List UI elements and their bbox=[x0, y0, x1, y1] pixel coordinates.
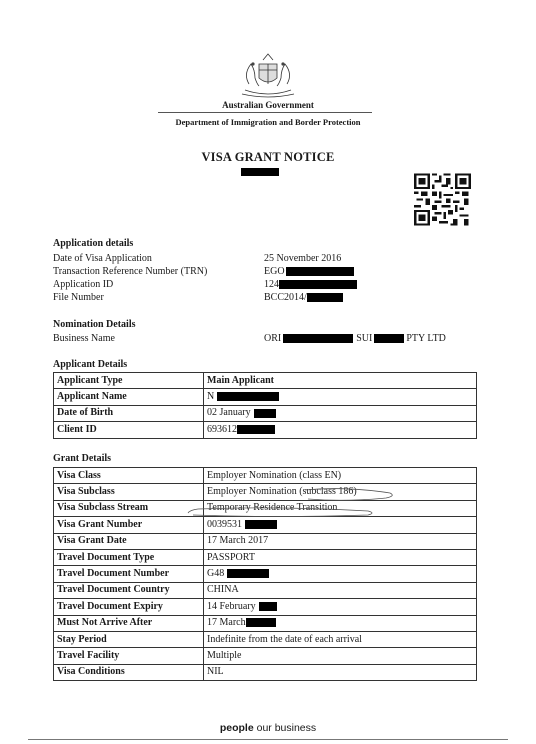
business-name-part2: SUI bbox=[356, 333, 373, 344]
redaction-bar bbox=[286, 267, 354, 276]
footer-divider bbox=[28, 739, 508, 740]
trn-value: EGO bbox=[264, 266, 285, 277]
business-name-part1: ORI bbox=[264, 333, 282, 344]
file-number-label: File Number bbox=[53, 292, 104, 303]
table-row bbox=[54, 405, 477, 421]
stay-period-value: Indefinite from the date of each arrival bbox=[204, 631, 477, 647]
redaction-bar bbox=[237, 425, 275, 434]
travel-document-country-value: CHINA bbox=[204, 582, 477, 598]
visa-grant-number-value: 0039531 bbox=[207, 518, 242, 530]
application-details bbox=[53, 252, 473, 306]
department-name: Department of Immigration and Border Protection bbox=[175, 117, 361, 127]
travel-document-country-label: Travel Document Country bbox=[54, 582, 204, 598]
table-row bbox=[54, 615, 477, 631]
nomination-details bbox=[53, 332, 473, 346]
file-number-value: BCC2014/ bbox=[264, 292, 307, 303]
date-of-birth-value: 02 January bbox=[207, 407, 251, 419]
table-row bbox=[54, 549, 477, 565]
travel-document-expiry-label: Travel Document Expiry bbox=[54, 599, 204, 615]
redaction-bar bbox=[307, 293, 343, 302]
table-row bbox=[54, 389, 477, 405]
application-id-label: Application ID bbox=[53, 279, 114, 290]
travel-document-expiry-value: 14 February bbox=[207, 600, 256, 612]
footer-slogan-rest: our business bbox=[256, 722, 317, 734]
redaction-bar bbox=[374, 334, 404, 343]
travel-document-number-value: G48 bbox=[207, 568, 225, 580]
nomination-details-heading: Nomination Details bbox=[53, 319, 136, 330]
travel-document-number-label: Travel Document Number bbox=[54, 566, 204, 582]
must-not-arrive-after-label: Must Not Arrive After bbox=[54, 615, 204, 631]
stay-period-label: Stay Period bbox=[54, 631, 204, 647]
table-row bbox=[54, 599, 477, 615]
visa-class-label: Visa Class bbox=[54, 468, 204, 484]
pen-marks bbox=[180, 484, 400, 524]
table-row bbox=[54, 631, 477, 647]
coat-of-arms-icon bbox=[237, 50, 299, 98]
applicant-details-heading: Applicant Details bbox=[53, 359, 128, 370]
table-row bbox=[54, 648, 477, 664]
table-row bbox=[54, 533, 477, 549]
visa-conditions-label: Visa Conditions bbox=[54, 664, 204, 680]
client-id-label: Client ID bbox=[54, 422, 204, 438]
footer-slogan-bold: people bbox=[219, 722, 254, 734]
applicant-name-label: Applicant Name bbox=[54, 389, 204, 405]
application-details-heading: Application details bbox=[53, 238, 134, 249]
redaction-bar bbox=[283, 334, 353, 343]
table-row bbox=[54, 566, 477, 582]
visa-subclass-value: Employer Nomination (subclass 186) bbox=[204, 484, 477, 500]
travel-facility-value: Multiple bbox=[204, 648, 477, 664]
redaction-bar bbox=[217, 392, 279, 401]
applicant-type-label: Applicant Type bbox=[54, 373, 204, 389]
client-id-value: 693612 bbox=[207, 423, 237, 435]
table-row bbox=[54, 664, 477, 680]
redaction-bar bbox=[246, 618, 276, 627]
table-row bbox=[54, 373, 477, 389]
header-divider bbox=[158, 112, 372, 113]
redaction-bar bbox=[254, 409, 276, 418]
trn-label: Transaction Reference Number (TRN) bbox=[53, 266, 208, 277]
application-date-label: Date of Visa Application bbox=[53, 253, 152, 264]
application-date-value: 25 November 2016 bbox=[264, 253, 342, 264]
table-row bbox=[54, 468, 477, 484]
travel-document-type-value: PASSPORT bbox=[204, 549, 477, 565]
must-not-arrive-after-value: 17 March bbox=[207, 617, 246, 629]
redaction-bar bbox=[241, 168, 279, 176]
footer-slogan bbox=[0, 722, 536, 734]
qr-code-icon bbox=[414, 173, 471, 226]
travel-document-type-label: Travel Document Type bbox=[54, 549, 204, 565]
application-id-value: 124 bbox=[264, 279, 279, 290]
business-name-label: Business Name bbox=[53, 333, 115, 344]
redaction-bar bbox=[259, 602, 277, 611]
visa-subclass-stream-label: Visa Subclass Stream bbox=[54, 500, 204, 516]
visa-grant-date-value: 17 March 2017 bbox=[204, 533, 477, 549]
visa-grant-number-label: Visa Grant Number bbox=[54, 517, 204, 533]
travel-facility-label: Travel Facility bbox=[54, 648, 204, 664]
grant-details-heading: Grant Details bbox=[53, 453, 112, 464]
applicant-type-value: Main Applicant bbox=[204, 373, 477, 389]
visa-subclass-label: Visa Subclass bbox=[54, 484, 204, 500]
table-row bbox=[54, 422, 477, 438]
government-name: Australian Government bbox=[222, 100, 314, 110]
document-title: VISA GRANT NOTICE bbox=[201, 150, 335, 164]
date-of-birth-label: Date of Birth bbox=[54, 405, 204, 421]
redaction-bar bbox=[227, 569, 269, 578]
table-row bbox=[54, 582, 477, 598]
applicant-name-value: N bbox=[207, 391, 215, 403]
visa-grant-date-label: Visa Grant Date bbox=[54, 533, 204, 549]
redaction-bar bbox=[279, 280, 357, 289]
visa-conditions-value: NIL bbox=[204, 664, 477, 680]
visa-subclass-stream-value: Temporary Residence Transition bbox=[204, 500, 477, 516]
visa-class-value: Employer Nomination (class EN) bbox=[204, 468, 477, 484]
applicant-details-table bbox=[53, 372, 477, 439]
business-name-part3: PTY LTD bbox=[406, 333, 446, 344]
